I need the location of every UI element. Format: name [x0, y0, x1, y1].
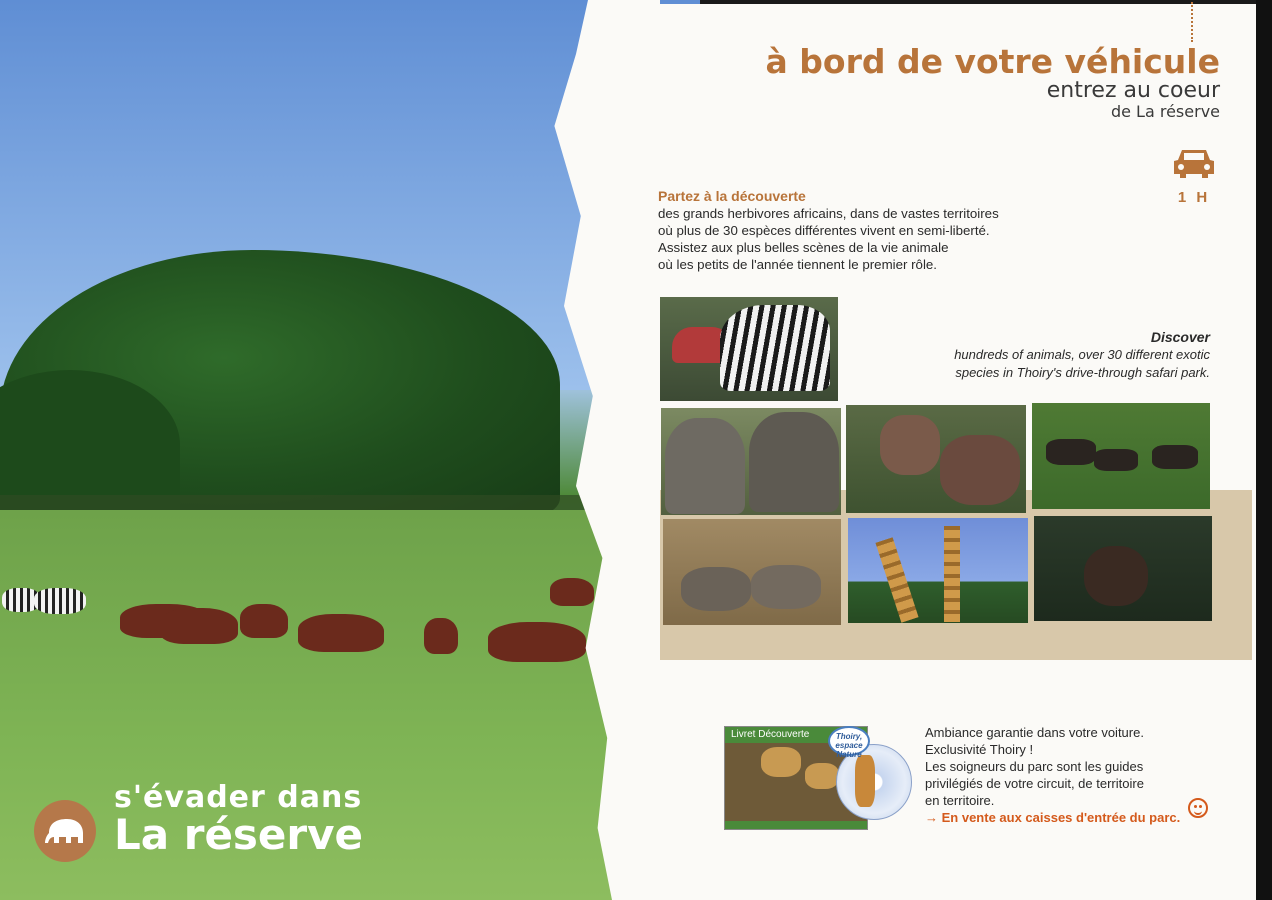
- promo-line: Ambiance garantie dans votre voiture.: [925, 725, 1144, 740]
- disc-label: Thoiry, espace Nature: [828, 726, 870, 756]
- duration-badge: [1164, 146, 1224, 206]
- french-intro-line: Assistez aux plus belles scènes de la vie animale: [658, 240, 949, 255]
- booklet-product: [724, 726, 912, 828]
- giraffe-photo: [848, 518, 1028, 623]
- english-intro: [910, 328, 1210, 382]
- elephant-photo: [661, 408, 841, 515]
- left-title-line1: s'évader dans: [114, 780, 363, 815]
- promo-text: [925, 724, 1195, 826]
- french-intro-line: des grands herbivores africains, dans de vastes territoires: [658, 206, 999, 221]
- promo-cta: → En vente aux caisses d'entrée du parc.: [925, 810, 1181, 825]
- elephant-icon: [34, 800, 96, 862]
- left-title-line2: La réserve: [114, 810, 363, 859]
- promo-line: Exclusivité Thoiry !: [925, 742, 1034, 757]
- car-icon: [1170, 146, 1218, 182]
- english-intro-line: species in Thoiry's drive-through safari park.: [955, 365, 1210, 380]
- english-intro-title: Discover: [1150, 329, 1210, 345]
- scan-edge: [1256, 0, 1272, 900]
- warthog-photo: [663, 519, 841, 625]
- cattle-shape: [424, 618, 458, 654]
- french-intro-title: Partez à la découverte: [658, 188, 806, 204]
- promo-line: Les soigneurs du parc sont les guides: [925, 759, 1144, 774]
- french-intro-line: où les petits de l'année tiennent le premier rôle.: [658, 257, 937, 272]
- dotted-line: [1191, 2, 1193, 42]
- french-intro-line: où plus de 30 espèces différentes vivent en semi-liberté.: [658, 223, 990, 238]
- cattle-shape: [240, 604, 288, 638]
- french-intro: [658, 188, 1038, 273]
- duration-label: 1 H: [1177, 189, 1211, 206]
- antelope-photo: [1032, 403, 1210, 509]
- english-intro-line: hundreds of animals, over 30 different exotic: [954, 347, 1210, 362]
- booklet-footer: [725, 821, 867, 829]
- cattle-shape: [298, 614, 384, 652]
- promo-line: en territoire.: [925, 793, 995, 808]
- smiley-icon: [1188, 798, 1208, 818]
- page-subtitle: entrez au coeur: [1046, 78, 1220, 103]
- booklet-header: Livret Découverte: [725, 727, 867, 743]
- page-subtitle-2: de La réserve: [1110, 102, 1220, 121]
- cattle-shape: [488, 622, 586, 662]
- zebra-photo: [660, 297, 838, 401]
- page-title: à bord de votre véhicule: [765, 42, 1220, 81]
- zebra-shape: [34, 588, 86, 614]
- hippo-photo: [846, 405, 1026, 513]
- promo-line: privilégiés de votre circuit, de territoire: [925, 776, 1144, 791]
- left-title-block: [30, 780, 390, 870]
- bear-photo: [1034, 516, 1212, 621]
- cattle-shape: [160, 608, 238, 644]
- cattle-shape: [550, 578, 594, 606]
